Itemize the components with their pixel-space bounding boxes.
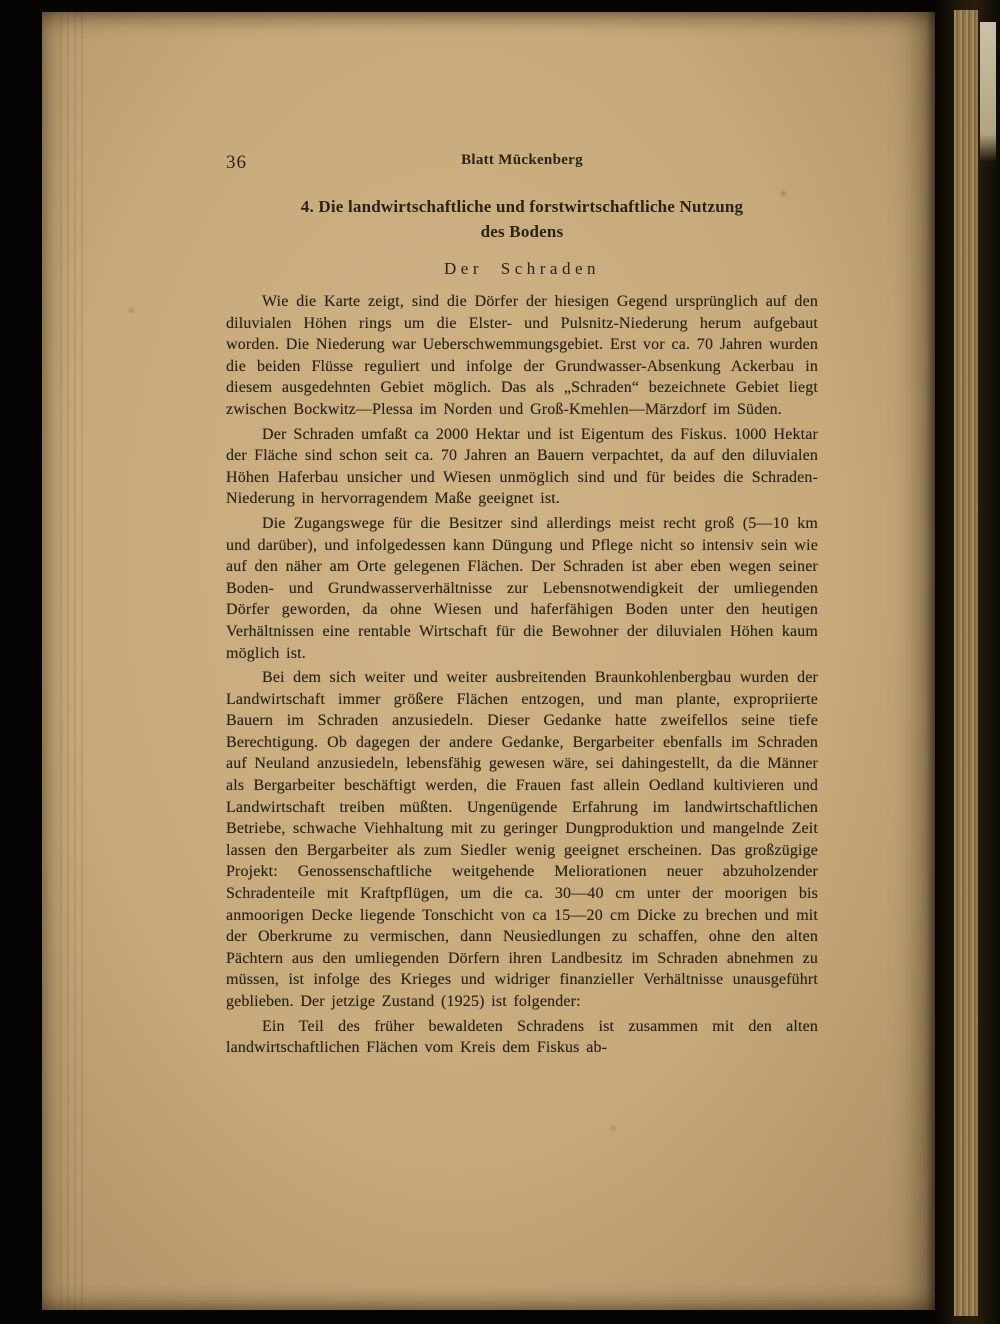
page-edge-stack bbox=[954, 10, 978, 1316]
section-heading-line1: 4. Die landwirtschaftliche und forstwirtschaftliche Nutzung bbox=[300, 197, 744, 216]
paragraph-3: Die Zugangswege für die Besitzer sind allerdings meist recht groß (5—10 km und darüber), und infolgedessen kann Düngung und Pflege nicht so intensiv sein wie auf den näher am Orte gelegenen Flächen. Der Schraden ist aber eben wegen seiner Boden- und Grundwasserverhältnisse zur Lebensnotwendigkeit der umliegenden Dörfer geworden, da ohne Wiesen und haferfähigen Boden unter den heutigen Verhältnissen eine rentable Wirtschaft für die Bewohner der diluvialen Höhen kaum möglich ist. bbox=[226, 514, 818, 662]
section-heading bbox=[226, 194, 818, 244]
book-binding bbox=[935, 0, 1000, 1324]
running-header: Blatt Mückenberg bbox=[461, 152, 583, 168]
paragraph-2: Der Schraden umfaßt ca 2000 Hektar und ist Eigentum des Fiskus. 1000 Hektar der Fläche sind schon seit ca. 70 Jahren an Bauern verpachtet, da auf den diluvialen Höhen Haferbau unsicher und Wiesen unmöglich sind und für beides die Schraden-Niederung in hervorragendem Maße geeignet ist. bbox=[226, 425, 818, 508]
body-text bbox=[226, 291, 818, 1059]
paragraph-5: Ein Teil des früher bewaldeten Schradens ist zusammen mit den alten landwirtschaftlichen Flächen vom Kreis dem Fiskus ab- bbox=[226, 1017, 818, 1057]
page-number: 36 bbox=[226, 152, 247, 173]
page-header bbox=[226, 152, 818, 178]
book-page bbox=[42, 12, 935, 1310]
section-heading-line2: des Bodens bbox=[480, 222, 564, 241]
subheading: Der Schraden bbox=[444, 259, 600, 278]
paragraph-1: Wie die Karte zeigt, sind die Dörfer der hiesigen Gegend ursprünglich auf den diluvialen Höhen rings um die Elster- und Pulsnitz-Niederung herum aufgebaut worden. Die Niederung war Ueberschwemmungsgebiet. Erst vor ca. 70 Jahren wurden die beiden Flüsse reguliert und infolge der Grundwasser-Absenkung Ackerbau in diesem ausgedehnten Gebiet möglich. Das als „Schraden“ bezeichnete Gebiet liegt zwischen Bockwitz—Plessa im Norden und Groß-Kmehlen—Märzdorf im Süden. bbox=[226, 293, 818, 418]
page-content bbox=[226, 152, 818, 1062]
page-curvature-streaks bbox=[60, 12, 86, 1310]
page-edge-highlight bbox=[980, 22, 996, 162]
paragraph-4: Bei dem sich weiter und weiter ausbreitenden Braunkohlenbergbau wurden der Landwirtschaft immer größere Flächen entzogen, und man plante, expropriierte Bauern im Schraden anzusiedeln. Dieser Gedanke hatte zweifellos seine tiefe Berechtigung. Ob dagegen der andere Gedanke, Bergarbeiter ebenfalls im Schraden auf Neuland anzusiedeln, lebensfähig gewesen wäre, sei dahingestellt, da die Männer als Bergarbeiter beschäftigt werden, die Frauen fast allein Oedland kultivieren und Landwirtschaft treiben müßten. Ungenügende Erfahrung im landwirtschaftlichen Betriebe, schwache Viehhaltung mit zu geringer Dungproduktion und mangelnde Zeit lassen den Bergarbeiter als zum Siedler wenig geeignet erscheinen. Das großzügige Projekt: Genossenschaftliche weitgehende Meliorationen neuer abzuholzender Schradenteile mit Kraftpflügen, um die ca. 30—40 cm unter der moorigen bis anmoorigen Decke liegende Tonschicht von ca 15—20 cm Dicke zu brechen und mit der Oberkrume zu vermischen, dann Neusiedlungen zu schaffen, ohne den alten Pächtern aus den umliegenden Dörfern ihren Landbesitz im Schraden abnehmen zu müssen, ist infolge des Krieges und widriger finanzieller Verhältnisse unausgeführt geblieben. Der jetzige Zustand (1925) ist folgender: bbox=[226, 669, 818, 1010]
